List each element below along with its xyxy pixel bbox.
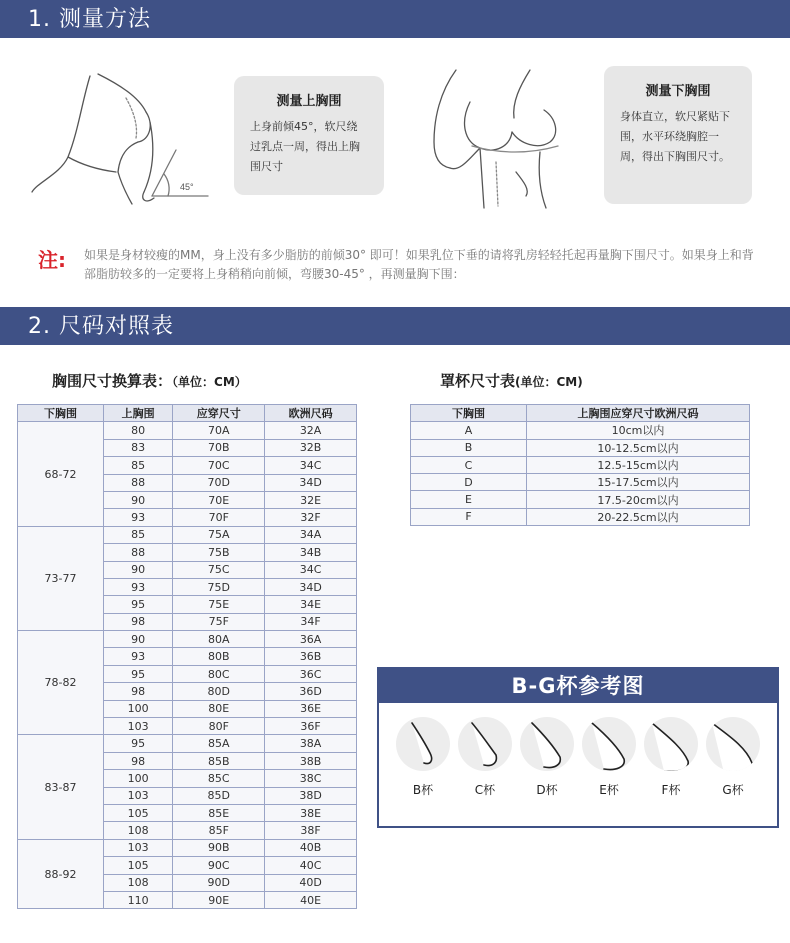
table-row xyxy=(18,631,357,648)
eu-size-cell: 32A xyxy=(265,422,357,439)
cup-table-unit: (单位：CM) xyxy=(515,375,583,389)
column-header: 欧洲尺码 xyxy=(265,405,357,422)
upper-bust-cell: 93 xyxy=(104,509,173,526)
eu-size-cell: 36B xyxy=(265,648,357,665)
upper-bust-cell: 103 xyxy=(104,718,173,735)
eu-size-cell: 36F xyxy=(265,718,357,735)
table-header-row xyxy=(411,405,750,422)
upper-bust-cell: 110 xyxy=(104,891,173,908)
eu-size-cell: 34C xyxy=(265,561,357,578)
cup-difference-cell: 12.5-15cm以内 xyxy=(527,456,750,473)
cup-difference-cell: 17.5-20cm以内 xyxy=(527,491,750,508)
cup-reference-item xyxy=(395,717,451,798)
size-conversion-table xyxy=(17,404,357,909)
upper-bust-cell: 98 xyxy=(104,613,173,630)
table-row xyxy=(411,422,750,439)
cup-label: E杯 xyxy=(599,783,619,797)
lower-chest-instructions: 身体直立，软尺紧贴下围，水平环绕胸腔一周，得出下胸围尺寸。 xyxy=(620,110,730,163)
lower-chest-illustration xyxy=(400,62,590,212)
eu-size-cell: 34D xyxy=(265,474,357,491)
cup-reference-title: B-G杯参考图 xyxy=(511,674,645,698)
cup-difference-cell: 10cm以内 xyxy=(527,422,750,439)
column-header: 上胸围 xyxy=(104,405,173,422)
upper-bust-cell: 103 xyxy=(104,787,173,804)
size-cell: 75E xyxy=(173,596,265,613)
section-header-size-chart xyxy=(0,307,790,345)
upper-bust-cell: 103 xyxy=(104,839,173,856)
eu-size-cell: 34F xyxy=(265,613,357,630)
cup-reference-body xyxy=(379,703,777,826)
size-cell: 75F xyxy=(173,613,265,630)
size-cell: 75A xyxy=(173,526,265,543)
upper-bust-cell: 80 xyxy=(104,422,173,439)
size-cell: 90C xyxy=(173,857,265,874)
upper-bust-cell: 83 xyxy=(104,439,173,456)
lower-chest-title: 测量下胸围 xyxy=(645,84,711,99)
size-table-title-text: 胸围尺寸换算表： xyxy=(52,372,173,390)
eu-size-cell: 36D xyxy=(265,683,357,700)
table-row xyxy=(411,439,750,456)
size-table-title xyxy=(52,370,247,391)
note-text: 如果是身材较瘦的MM，身上没有多少脂肪的前倾30° 即可！如果乳位下垂的请将乳房轻轻托起再量胸下围尺寸。如果身上和背部脂肪较多的一定要将上身稍稍向前倾，弯腰30-45° ，再测量胸下围： xyxy=(84,248,754,281)
size-cell: 80B xyxy=(173,648,265,665)
size-cell: 70A xyxy=(173,422,265,439)
upper-chest-title: 测量上胸围 xyxy=(276,94,342,109)
eu-size-cell: 34D xyxy=(265,578,357,595)
column-header: 下胸围 xyxy=(411,405,527,422)
upper-bust-cell: 108 xyxy=(104,874,173,891)
size-cell: 70F xyxy=(173,509,265,526)
section-header-measurement xyxy=(0,0,790,38)
cup-cell: B xyxy=(411,439,527,456)
cup-label: B杯 xyxy=(412,783,434,797)
upper-bust-cell: 88 xyxy=(104,544,173,561)
cup-label: D杯 xyxy=(536,783,558,797)
upper-bust-cell: 90 xyxy=(104,491,173,508)
upper-bust-cell: 85 xyxy=(104,526,173,543)
cup-reference-item xyxy=(643,717,699,798)
under-bust-cell: 73-77 xyxy=(18,526,104,630)
under-bust-cell: 78-82 xyxy=(18,631,104,735)
upper-bust-cell: 108 xyxy=(104,822,173,839)
size-cell: 75C xyxy=(173,561,265,578)
size-cell: 85D xyxy=(173,787,265,804)
upper-bust-cell: 88 xyxy=(104,474,173,491)
cup-profile-icon xyxy=(706,717,760,771)
eu-size-cell: 34A xyxy=(265,526,357,543)
upper-bust-cell: 90 xyxy=(104,561,173,578)
eu-size-cell: 38B xyxy=(265,752,357,769)
eu-size-cell: 36E xyxy=(265,700,357,717)
table-row xyxy=(18,422,357,439)
cup-reference-item xyxy=(519,717,575,798)
size-cell: 85B xyxy=(173,752,265,769)
upper-bust-cell: 98 xyxy=(104,752,173,769)
lower-chest-info-box xyxy=(604,66,752,204)
upper-bust-cell: 105 xyxy=(104,804,173,821)
cup-cell: D xyxy=(411,474,527,491)
eu-size-cell: 40B xyxy=(265,839,357,856)
cup-reference-panel xyxy=(377,667,779,828)
eu-size-cell: 38F xyxy=(265,822,357,839)
upper-bust-cell: 90 xyxy=(104,631,173,648)
size-cell: 75D xyxy=(173,578,265,595)
size-cell: 80E xyxy=(173,700,265,717)
eu-size-cell: 34E xyxy=(265,596,357,613)
upper-bust-cell: 105 xyxy=(104,857,173,874)
size-cell: 70E xyxy=(173,491,265,508)
size-cell: 70C xyxy=(173,457,265,474)
upper-bust-cell: 95 xyxy=(104,596,173,613)
table-row xyxy=(18,839,357,856)
cup-reference-item xyxy=(581,717,637,798)
eu-size-cell: 38D xyxy=(265,787,357,804)
size-cell: 85C xyxy=(173,770,265,787)
table-row xyxy=(411,456,750,473)
upper-chest-instructions: 上身前倾45°，软尺绕过乳点一周，得出上胸围尺寸 xyxy=(250,120,360,173)
upper-bust-cell: 95 xyxy=(104,665,173,682)
upper-bust-cell: 95 xyxy=(104,735,173,752)
size-cell: 90E xyxy=(173,891,265,908)
table-row xyxy=(411,474,750,491)
table-row xyxy=(18,526,357,543)
cup-table-title-text: 罩杯尺寸表 xyxy=(440,372,516,390)
section-title: 2. 尺码对照表 xyxy=(28,314,174,339)
size-cell: 70D xyxy=(173,474,265,491)
column-header: 应穿尺寸 xyxy=(173,405,265,422)
table-row xyxy=(18,735,357,752)
under-bust-cell: 88-92 xyxy=(18,839,104,909)
eu-size-cell: 38C xyxy=(265,770,357,787)
cup-table-title xyxy=(440,370,583,391)
table-row xyxy=(411,491,750,508)
cup-cell: C xyxy=(411,456,527,473)
eu-size-cell: 34C xyxy=(265,457,357,474)
size-cell: 85F xyxy=(173,822,265,839)
size-cell: 90B xyxy=(173,839,265,856)
angle-label: 45° xyxy=(180,182,194,192)
cup-profile-icon xyxy=(396,717,450,771)
eu-size-cell: 34B xyxy=(265,544,357,561)
cup-profile-icon xyxy=(520,717,574,771)
cup-reference-item xyxy=(457,717,513,798)
size-cell: 80D xyxy=(173,683,265,700)
cup-cell: F xyxy=(411,508,527,525)
under-bust-cell: 68-72 xyxy=(18,422,104,526)
cup-profile-icon xyxy=(644,717,698,771)
upper-bust-cell: 100 xyxy=(104,770,173,787)
size-table-unit: （单位：CM） xyxy=(172,375,247,389)
eu-size-cell: 40D xyxy=(265,874,357,891)
upper-bust-cell: 100 xyxy=(104,700,173,717)
eu-size-cell: 36C xyxy=(265,665,357,682)
cup-cell: A xyxy=(411,422,527,439)
table-row xyxy=(411,508,750,525)
column-header: 下胸围 xyxy=(18,405,104,422)
cup-reference-item xyxy=(705,717,761,798)
under-bust-cell: 83-87 xyxy=(18,735,104,839)
eu-size-cell: 36A xyxy=(265,631,357,648)
size-cell: 70B xyxy=(173,439,265,456)
cup-label: F杯 xyxy=(661,783,681,797)
upper-bust-cell: 85 xyxy=(104,457,173,474)
eu-size-cell: 38E xyxy=(265,804,357,821)
section-title: 1. 测量方法 xyxy=(28,7,151,32)
size-cell: 80A xyxy=(173,631,265,648)
upper-bust-cell: 93 xyxy=(104,648,173,665)
eu-size-cell: 40C xyxy=(265,857,357,874)
column-header: 上胸围应穿尺寸欧洲尺码 xyxy=(527,405,750,422)
upper-chest-info-box xyxy=(234,76,384,195)
cup-label: G杯 xyxy=(722,783,744,797)
size-cell: 75B xyxy=(173,544,265,561)
cup-label: C杯 xyxy=(474,783,496,797)
size-cell: 90D xyxy=(173,874,265,891)
eu-size-cell: 32E xyxy=(265,491,357,508)
eu-size-cell: 32F xyxy=(265,509,357,526)
cup-cell: E xyxy=(411,491,527,508)
eu-size-cell: 38A xyxy=(265,735,357,752)
table-header-row xyxy=(18,405,357,422)
cup-difference-cell: 20-22.5cm以内 xyxy=(527,508,750,525)
cup-profile-icon xyxy=(458,717,512,771)
upper-bust-cell: 98 xyxy=(104,683,173,700)
cup-profile-icon xyxy=(582,717,636,771)
note-mark: 注: xyxy=(38,248,66,272)
size-cell: 80C xyxy=(173,665,265,682)
size-cell: 85E xyxy=(173,804,265,821)
eu-size-cell: 32B xyxy=(265,439,357,456)
size-cell: 80F xyxy=(173,718,265,735)
size-cell: 85A xyxy=(173,735,265,752)
upper-bust-cell: 93 xyxy=(104,578,173,595)
cup-size-table xyxy=(410,404,750,526)
eu-size-cell: 40E xyxy=(265,891,357,908)
cup-difference-cell: 10-12.5cm以内 xyxy=(527,439,750,456)
cup-difference-cell: 15-17.5cm以内 xyxy=(527,474,750,491)
upper-chest-illustration xyxy=(28,62,218,212)
